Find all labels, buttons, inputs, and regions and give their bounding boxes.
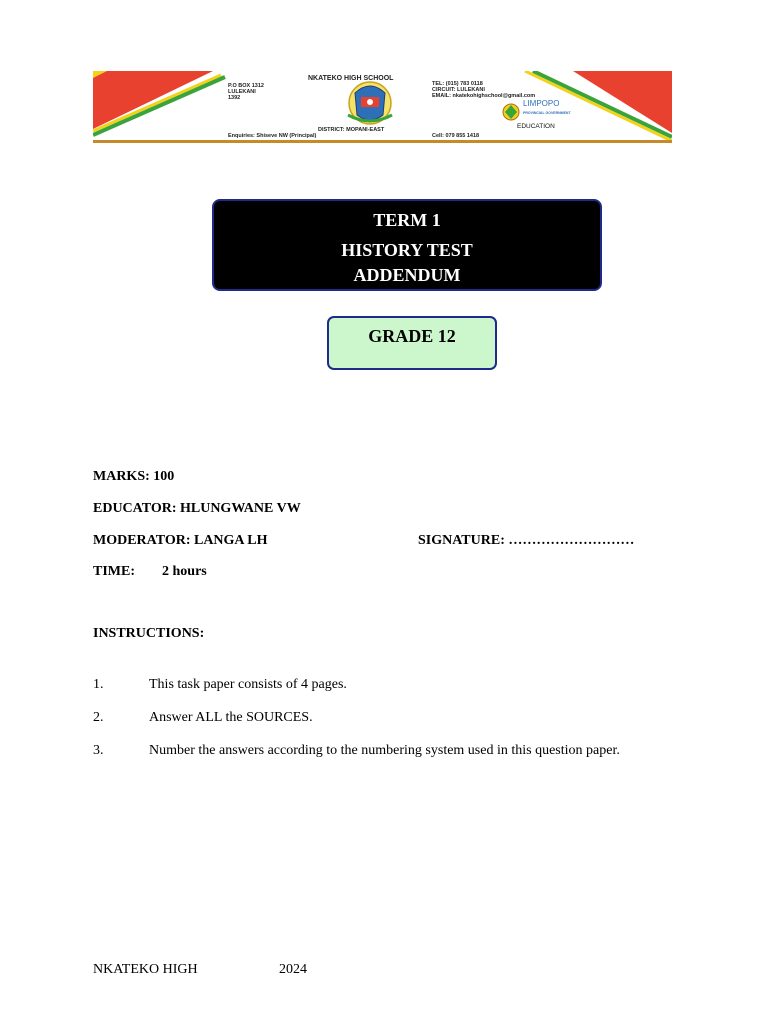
addendum-title: ADDENDUM — [353, 265, 461, 285]
town-text: LULEKANI — [228, 89, 256, 95]
test-title-box — [212, 199, 602, 291]
po-box-text: P.O BOX 1312 — [228, 83, 264, 89]
instruction-text: This task paper consists of 4 pages. — [149, 677, 347, 692]
term-title: TERM 1 — [373, 210, 441, 230]
circuit-text: CIRCUIT: LULEKANI — [432, 87, 485, 93]
province-name: LIMPOPO — [523, 99, 560, 108]
footer-school: NKATEKO HIGH — [93, 962, 198, 977]
letterhead-divider — [93, 140, 672, 143]
department-name: EDUCATION — [517, 123, 555, 130]
time-value: 2 hours — [162, 564, 207, 579]
instruction-number: 2. — [93, 710, 104, 725]
marks-field: MARKS: 100 — [93, 469, 175, 484]
time-label: TIME: — [93, 564, 135, 579]
instruction-text: Number the answers according to the numbering system used in this question paper. — [149, 743, 620, 758]
school-crest-icon — [348, 82, 392, 124]
cell-text: Cell: 079 855 1418 — [432, 133, 480, 139]
telephone-text: TEL: (015) 783 0118 — [432, 81, 483, 87]
email-text: EMAIL: nkatekohighschool@gmail.com — [432, 93, 536, 99]
educator-field: EDUCATOR: HLUNGWANE VW — [93, 501, 301, 516]
postal-code-text: 1392 — [228, 95, 241, 101]
enquiries-text: Enquiries: Shiseve NW (Principal) — [228, 133, 317, 139]
school-name-header: NKATEKO HIGH SCHOOL — [308, 75, 394, 82]
instruction-number: 1. — [93, 677, 104, 692]
province-subtitle: PROVINCIAL GOVERNMENT — [523, 111, 571, 115]
limpopo-emblem-icon — [503, 104, 519, 120]
grade-label: GRADE 12 — [368, 326, 456, 346]
instructions-heading: INSTRUCTIONS: — [93, 626, 205, 641]
instruction-text: Answer ALL the SOURCES. — [149, 710, 313, 725]
test-title: HISTORY TEST — [341, 240, 473, 260]
footer-year: 2024 — [279, 962, 307, 977]
grade-box — [327, 316, 497, 370]
district-text: DISTRICT: MOPANI-EAST — [318, 127, 385, 133]
instruction-number: 3. — [93, 743, 104, 758]
moderator-field: MODERATOR: LANGA LH — [93, 533, 268, 548]
school-letterhead — [93, 71, 672, 143]
signature-field: SIGNATURE: ……………………… — [418, 533, 635, 548]
